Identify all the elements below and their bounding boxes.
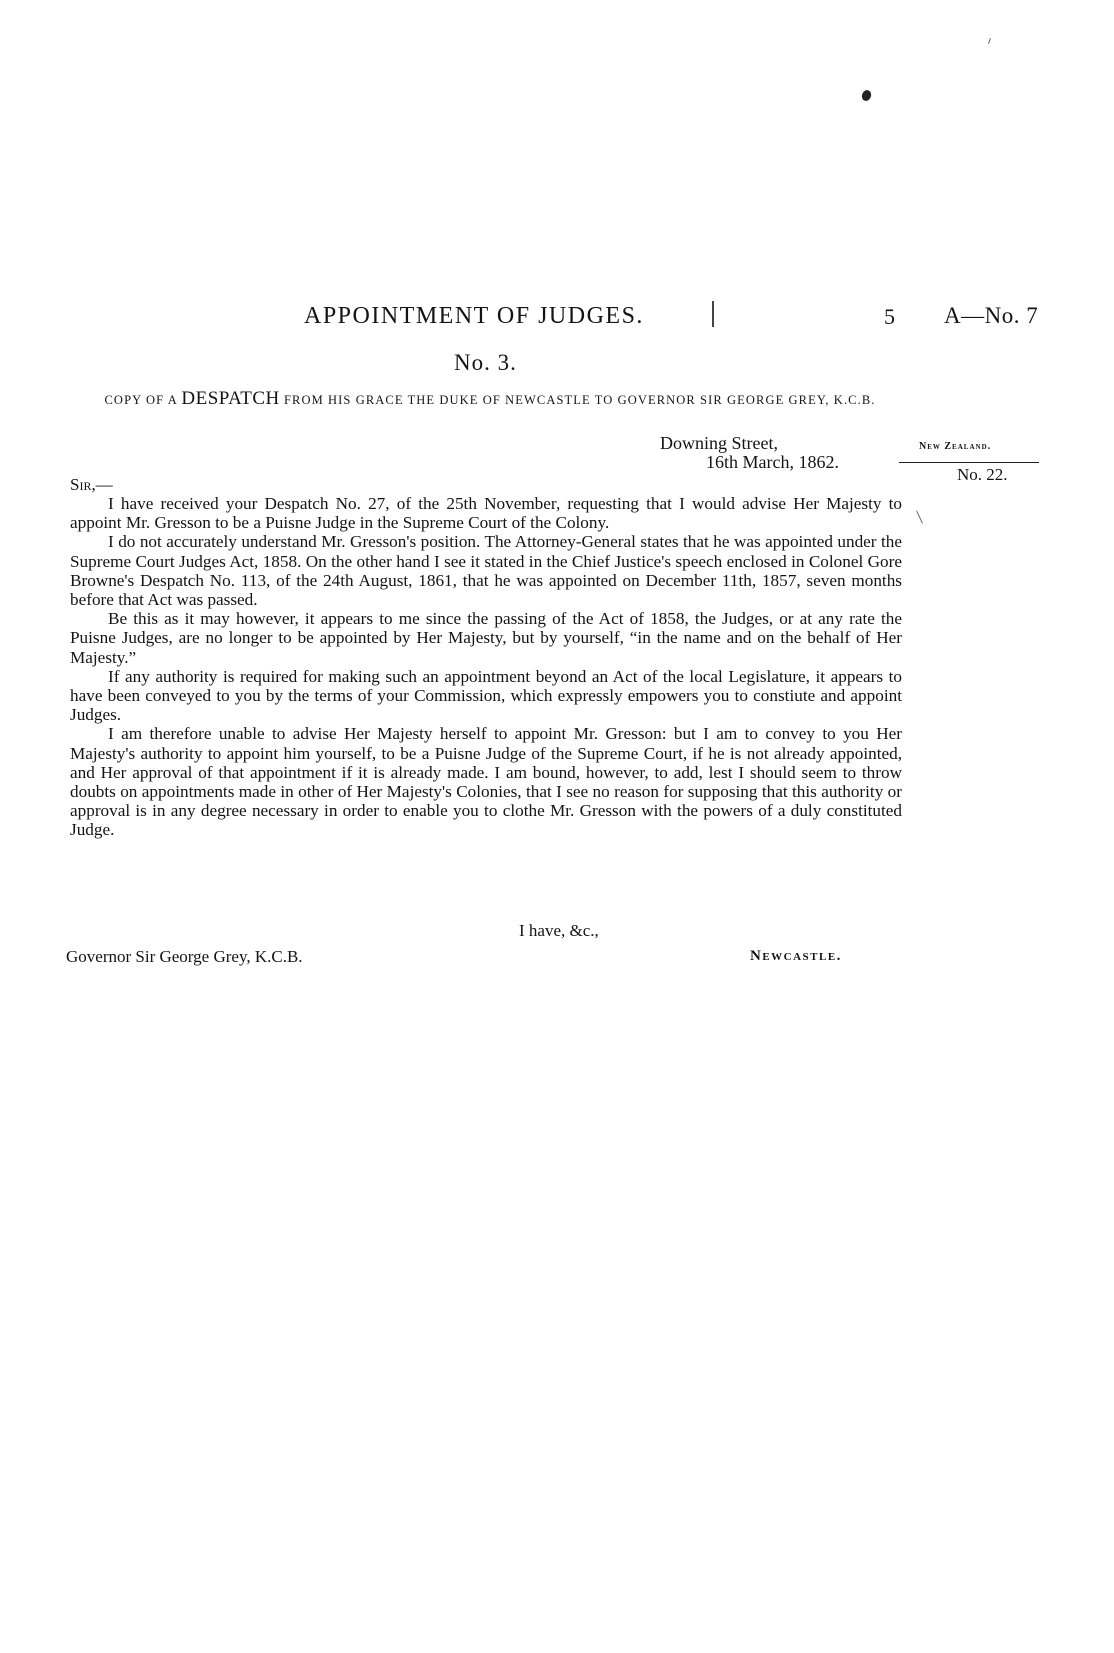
despatch-title-lead: COPY OF A: [104, 393, 178, 407]
binding-mark: [712, 301, 714, 327]
margin-rule: [899, 462, 1039, 463]
paragraph: Be this as it may however, it appears to me since the passing of the Act of 1858, the Judges, or at any rate the Puisne Judges, are no longer to be appointed by Her Majesty, but by yourself, “in the name and on the behalf of Her Majesty.”: [70, 609, 902, 667]
paragraph: I do not accurately understand Mr. Gresson's position. The Attorney-General states that he was appointed under the Supreme Court Judges Act, 1858. On the other hand I see it stated in the Chief Justice's speech enclosed in Colonel Gore Browne's Despatch No. 113, of the 24th August, 1861, that he was appointed on December 11th, 1857, seven months before that Act was passed.: [70, 532, 902, 610]
despatch-body: [70, 494, 902, 840]
signatory: Newcastle.: [750, 948, 842, 964]
page-number: 5: [884, 304, 895, 329]
page-header-title: APPOINTMENT OF JUDGES.: [304, 303, 644, 329]
addressee: Governor Sir George Grey, K.C.B.: [66, 947, 303, 966]
margin-colony: New Zealand.: [919, 441, 992, 452]
salutation: Sir,—: [70, 475, 113, 494]
despatch-title: [60, 388, 920, 411]
date-line: 16th March, 1862.: [706, 452, 839, 472]
paragraph: I am therefore unable to advise Her Majesty herself to appoint Mr. Gresson: but I am to convey to you Her Majesty's authority to appoint him yourself, to be a Puisne Judge of the Supreme Court, if he is not already appointed, and Her approval of that appointment if it is already made. I am bound, however, to add, lest I should seem to throw doubts on appointments made in other of Her Majesty's Colonies, that I see no reason for supposing that this authority or approval is in any degree necessary in order to enable you to clothe Mr. Gresson with the powers of a duly constituted Judge.: [70, 724, 902, 840]
margin-number: No. 22.: [957, 465, 1008, 484]
despatch-title-big: DESPATCH: [181, 388, 280, 409]
closing-phrase: I have, &c.,: [519, 921, 599, 940]
address-line: Downing Street,: [660, 433, 778, 453]
paragraph: I have received your Despatch No. 27, of the 25th November, requesting that I would advise Her Majesty to appoint Mr. Gresson to be a Puisne Judge in the Supreme Court of the Colony.: [70, 494, 902, 533]
despatch-title-rest: FROM HIS GRACE THE DUKE OF NEWCASTLE TO GOVERNOR SIR GEORGE GREY, K.C.B.: [283, 393, 876, 407]
ink-blot: [860, 89, 872, 102]
paragraph: If any authority is required for making such an appointment beyond an Act of the local Legislature, it appears to have been conveyed to you by the terms of your Commission, which expressly empowers you to constiute and appoint Judges.: [70, 666, 902, 725]
ink-speck: [988, 38, 991, 44]
paper-reference: A—No. 7: [944, 303, 1039, 328]
ink-speck: [916, 510, 923, 523]
despatch-number: No. 3.: [454, 350, 517, 375]
